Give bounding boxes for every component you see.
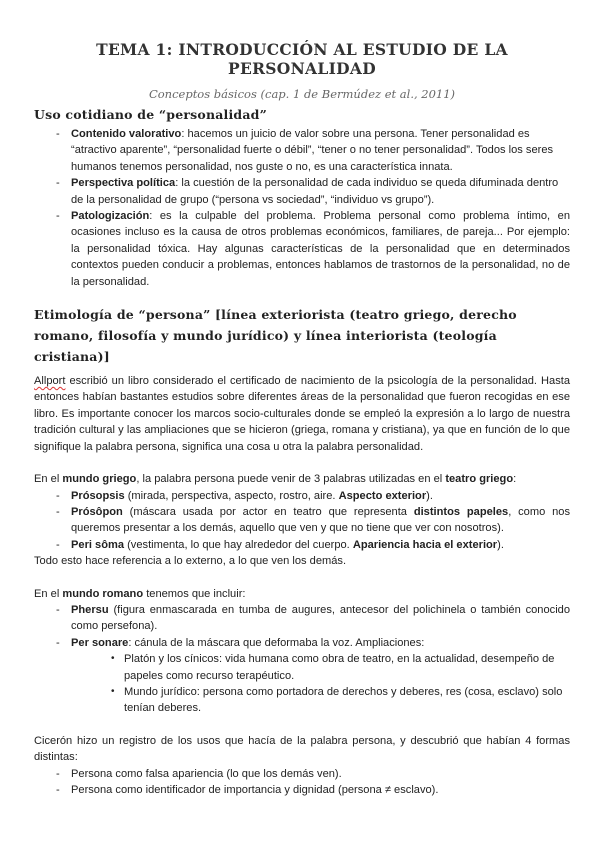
- term: Perspectiva política: [71, 177, 176, 190]
- list-item: - Phersu (figura enmascarada en tumba de augures, antecesor del polichinela o también conocido como persefona).: [34, 602, 570, 635]
- list-item: - Prósôpon (máscara usada por actor en teatro que representa distintos papeles, como nos queremos presentar a los demás, aquello que ven y que no tiene que ver con nosotros).: [34, 504, 570, 537]
- allport-paragraph: Allport escribió un libro considerado el certificado de nacimiento de la psicología de la personalidad. Hasta entonces habían bastantes estudios sobre diferentes áreas de la personalidad que fueron recogidas en ese libro. Es importante conocer los marcos socio-culturales donde se empleó la expresión a lo largo de nuestra tradición cultural y las ampliaciones que se hicieron (griega, romana y cristiana), ya que en función de lo que signifique la palabra persona, significa una cosa u otra la palabra personalidad.: [34, 375, 570, 453]
- allport-name: Allport: [34, 375, 66, 388]
- cicero-paragraph: Cicerón hizo un registro de los usos que hacía de la palabra persona, y descubrió que habían 4 formas distintas:: [34, 734, 570, 764]
- section-heading-etimologia: Etimología de “persona” [línea exteriorista (teatro griego, derecho romano, filosofía y mundo jurídico) y línea interiorista (teología cristiana)]: [34, 307, 517, 365]
- list-item: - Patologización: es la culpable del problema. Problema personal como problema íntimo, en ocasiones incluso es la causa de otros problemas económicos, familiares, de pareja... Por ejemplo: la personalidad tóxica. Hay algunas características de la personalidad que en determinados contextos pueden conducir a problemas, entonces hablamos de trastornos de la personalidad, no de la personalidad.: [34, 208, 570, 290]
- greek-list: [34, 488, 570, 554]
- list-item: - Prósopsis (mirada, perspectiva, aspecto, rostro, aire. Aspecto exterior).: [34, 488, 570, 504]
- list-item: - Peri sôma (vestimenta, lo que hay alrededor del cuerpo. Apariencia hacia el exterior).: [34, 537, 570, 553]
- uso-cotidiano-list: [34, 126, 570, 290]
- cicero-list: [34, 766, 570, 799]
- page-subtitle: Conceptos básicos (cap. 1 de Bermúdez et al., 2011): [148, 87, 456, 101]
- list-item: - Perspectiva política: la cuestión de la personalidad de cada individuo se queda difuminada dentro de la personalidad de grupo (“persona vs sociedad”, “individuo vs grupo”).: [34, 175, 570, 208]
- list-item: - Contenido valorativo: hacemos un juicio de valor sobre una persona. Tener personalidad es “atractivo aparente”, “personalidad fuerte o débil”, “tener o no tener personalidad”. Todos los seres humanos tenemos personalidad, nos guste o no, es una característica innata.: [34, 126, 570, 175]
- list-item: • Platón y los cínicos: vida humana como obra de teatro, en la actualidad, desempeño de papeles como recurso terapéutico.: [34, 651, 570, 684]
- page-title: TEMA 1: INTRODUCCIÓN AL ESTUDIO DE LA PERSONALIDAD: [96, 40, 508, 78]
- greek-closing: Todo esto hace referencia a lo externo, a lo que ven los demás.: [34, 555, 347, 568]
- term: Contenido valorativo: [71, 128, 182, 140]
- list-item: • Mundo jurídico: persona como portadora de derechos y deberes, res (cosa, esclavo) solo tenían deberes.: [34, 684, 570, 717]
- list-item: - Persona como identificador de importancia y dignidad (persona ≠ esclavo).: [34, 782, 570, 798]
- roman-sublist: [34, 651, 570, 717]
- list-item: - Persona como falsa apariencia (lo que los demás ven).: [34, 766, 570, 782]
- roman-intro: En el mundo romano tenemos que incluir:: [34, 587, 246, 600]
- section-heading-uso-cotidiano: Uso cotidiano de “personalidad”: [34, 107, 268, 122]
- roman-list: [34, 602, 570, 717]
- term: Patologización: [71, 210, 150, 223]
- greek-intro: En el mundo griego, la palabra persona puede venir de 3 palabras utilizadas en el teatro griego:: [34, 473, 517, 486]
- list-item: - Per sonare: cánula de la máscara que deformaba la voz. Ampliaciones: • Platón y los cínicos: vida humana como obra de teatro, en la actualidad, desempeño de papeles como recurso terapéutico. • Mundo jurídico: persona como portadora de derechos y deberes, res (cosa, esclavo) solo tenían deberes.: [34, 635, 570, 717]
